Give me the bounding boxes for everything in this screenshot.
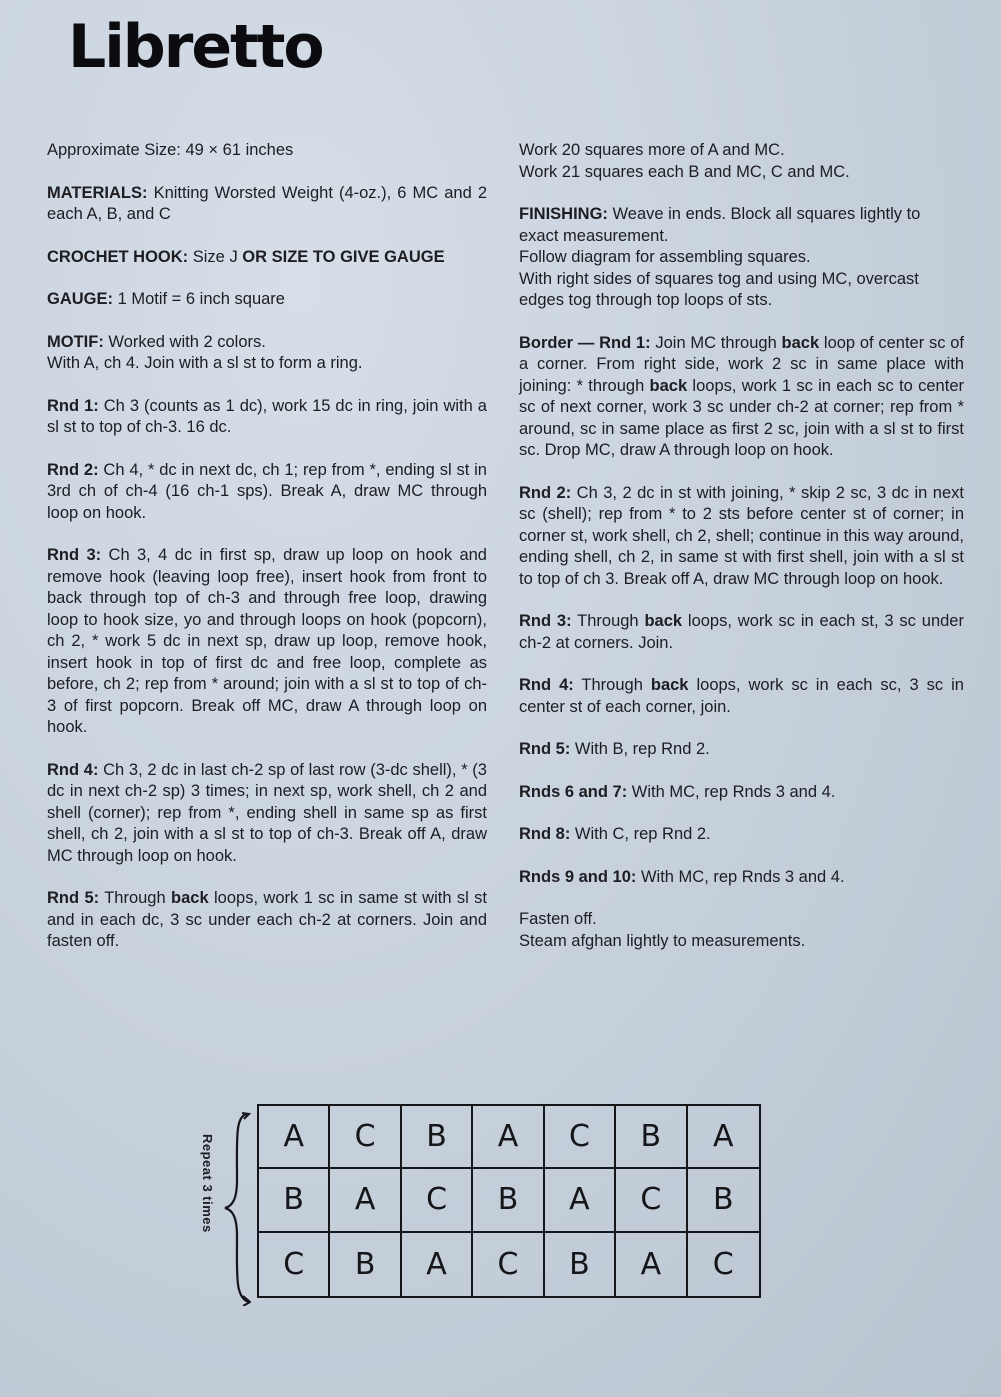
right-paragraph (519, 333, 964, 462)
right-paragraph (519, 909, 964, 952)
text-run: Fasten off. (519, 910, 597, 928)
section-label: Rnd 3: (519, 612, 572, 630)
text-run: With C, rep Rnd 2. (570, 825, 711, 843)
repeat-label: Repeat 3 times (200, 1134, 215, 1233)
text-run: Knitting Worsted Weight (4-oz.), 6 MC and 2 each A, B, and C (47, 183, 487, 223)
grid-cell-b: B (473, 1169, 544, 1232)
right-paragraph (519, 867, 964, 889)
section-label: Rnd 2: (519, 483, 572, 502)
grid-cell-a: A (545, 1169, 616, 1232)
grid-cell-b: B (402, 1106, 473, 1169)
section-label: GAUGE: (47, 290, 113, 308)
right-paragraph (519, 140, 964, 183)
text-run: Follow diagram for assembling squares. (519, 248, 811, 266)
section-label: CROCHET HOOK: (47, 247, 189, 266)
section-label: Rnd 4: (519, 676, 574, 694)
left-paragraph (47, 545, 487, 739)
section-label: Rnd 1: (47, 396, 99, 415)
grid-cell-a: A (402, 1233, 473, 1296)
instructions-right-column (519, 140, 964, 973)
section-label: Rnd 2: (47, 460, 99, 479)
text-run: Worked with 2 colors. (103, 332, 266, 351)
left-paragraph (47, 332, 487, 375)
right-paragraph (519, 782, 964, 804)
curly-brace-arrow-icon (221, 1110, 251, 1306)
page-title: Libretto (68, 12, 323, 82)
right-paragraph (519, 675, 964, 718)
grid-cell-a: A (330, 1169, 401, 1232)
text-run: Work 21 squares each B and MC, C and MC. (519, 162, 850, 181)
text-run: loops, work sc in each sc, 3 sc in center st of each corner, join. (519, 676, 964, 716)
right-paragraph (519, 824, 964, 846)
text-run: back (649, 376, 688, 395)
text-run: With MC, rep Rnds 3 and 4. (627, 782, 836, 801)
section-label: Rnds 9 and 10: (519, 867, 637, 886)
text-run: back (781, 333, 820, 352)
text-run: Through (573, 676, 651, 694)
left-paragraph (47, 289, 487, 311)
section-label: Rnd 4: (47, 760, 99, 779)
section-label: MATERIALS: (47, 183, 148, 202)
section-label: Border — Rnd 1: (519, 333, 651, 352)
section-label: MOTIF: (47, 332, 104, 351)
grid-cell-a: A (473, 1106, 544, 1169)
text-run: Ch 3 (counts as 1 dc), work 15 dc in ring, join with a sl st to top of ch-3. 16 dc. (47, 396, 487, 436)
text-run: Join MC through (650, 333, 782, 352)
right-paragraph (519, 483, 964, 591)
text-run: loops, work sc in each st, 3 sc under ch-2 at corners. Join. (519, 612, 964, 652)
text-run: Ch 3, 2 dc in last ch-2 sp of last row (3-dc shell), * (3 dc in next ch-2 sp) 3 times; in next sp, work shell, ch 2 and shell (corner); rep from *, ending shell in same sp as first shell, ch 2, join with a sl st to top of ch-3. Break off A, draw MC through loop on hook. (47, 760, 487, 865)
left-paragraph (47, 460, 487, 525)
left-paragraph (47, 396, 487, 439)
grid-cell-c: C (616, 1169, 687, 1232)
grid-cell-c: C (545, 1106, 616, 1169)
text-run: loop of center sc of a corner. From right side, work 2 sc in same place with joining: * through (519, 333, 964, 395)
grid-cell-c: C (712, 1246, 734, 1282)
text-run: With right sides of squares tog and using MC, overcast edges tog through top loops of sts. (519, 269, 919, 309)
grid-cell-c: C (402, 1169, 473, 1232)
grid-cell-b: B (616, 1106, 687, 1169)
text-run: back (644, 612, 683, 630)
assembly-diagram (195, 1100, 775, 1310)
grid-cell-a: A (259, 1106, 330, 1169)
section-label: Rnd 5: (47, 889, 100, 907)
grid-cell-c: C (330, 1106, 401, 1169)
section-label: Rnds 6 and 7: (519, 782, 628, 801)
section-label: FINISHING: (519, 205, 608, 223)
text-run: loops, work 1 sc in each sc to center sc of next corner, work 3 sc under ch-2 at corner; rep from * around, sc in same place as first 2 sc, join with a sl st to first sc. Drop MC, draw A through loop on hook. (519, 376, 964, 459)
left-paragraph (47, 247, 487, 269)
text-run: Steam afghan lightly to measurements. (519, 931, 806, 950)
grid-cell-a: A (616, 1233, 687, 1296)
grid-cell-b: B (545, 1233, 616, 1296)
text-run: 1 Motif = 6 inch square (113, 290, 285, 308)
square-layout-grid (257, 1104, 761, 1298)
text-run: back (650, 676, 689, 694)
text-run: loops, work 1 sc in same st with sl st and in each dc, 3 sc under each ch-2 at corners. Join and fasten off. (47, 889, 487, 950)
text-run: OR SIZE TO GIVE GAUGE (242, 247, 445, 266)
left-paragraph (47, 140, 487, 162)
text-run: Size J (188, 247, 243, 266)
grid-cell-c: C (259, 1233, 330, 1296)
right-paragraph (519, 611, 964, 654)
text-run: With B, rep Rnd 2. (570, 740, 710, 758)
text-run: Ch 3, 2 dc in st with joining, * skip 2 sc, 3 dc in next sc (shell); rep from * to 2 sts before center st of corner; in corner st, work shell, ch 2, shell; continue in this way around, ending shell, ch 2, in same st with first shell, join with a sl st to top of ch 3. Break off A, draw MC through loop on hook. (519, 483, 964, 588)
section-label: Rnd 8: (519, 825, 571, 843)
text-run: Through (571, 612, 645, 630)
text-run: Work 20 squares more of A and MC. (519, 141, 785, 159)
text-run: Ch 3, 4 dc in first sp, draw up loop on hook and remove hook (leaving loop free), insert hook from front to back through top of ch-3 and through free loop, drawing loop to hook size, yo and through loops on hook (popcorn), ch 2, * work 5 dc in next sp, draw up loop, remove hook, insert hook in top of first dc and free loop, complete as before, ch 2; rep from * around; join with a sl st to top of ch-3 of first popcorn. Break off MC, draw A through loop on hook. (47, 546, 487, 736)
grid-cell-c: C (473, 1233, 544, 1296)
left-paragraph (47, 888, 487, 953)
text-run: Through (99, 889, 172, 907)
left-paragraph (47, 760, 487, 868)
text-run: With MC, rep Rnds 3 and 4. (636, 867, 845, 886)
text-run: Weave in ends. Block all squares lightly to exact measurement. (519, 205, 921, 245)
instructions-left-column (47, 140, 487, 974)
right-paragraph (519, 204, 964, 312)
text-run: back (171, 889, 209, 907)
section-label: Rnd 5: (519, 740, 571, 758)
grid-cell-b: B (688, 1169, 759, 1232)
right-paragraph (519, 739, 964, 761)
section-label: Rnd 3: (47, 546, 102, 564)
left-paragraph (47, 183, 487, 226)
grid-cell-a: A (688, 1106, 759, 1169)
grid-cell-b: B (259, 1169, 330, 1232)
text-run: Approximate Size: 49 × 61 inches (47, 141, 294, 159)
text-run: With A, ch 4. Join with a sl st to form a ring. (47, 354, 363, 372)
text-run: Ch 4, * dc in next dc, ch 1; rep from *, ending sl st in 3rd ch of ch-4 (16 ch-1 sps). Break A, draw MC through loop on hook. (47, 460, 487, 522)
grid-cell-b: B (330, 1233, 401, 1296)
